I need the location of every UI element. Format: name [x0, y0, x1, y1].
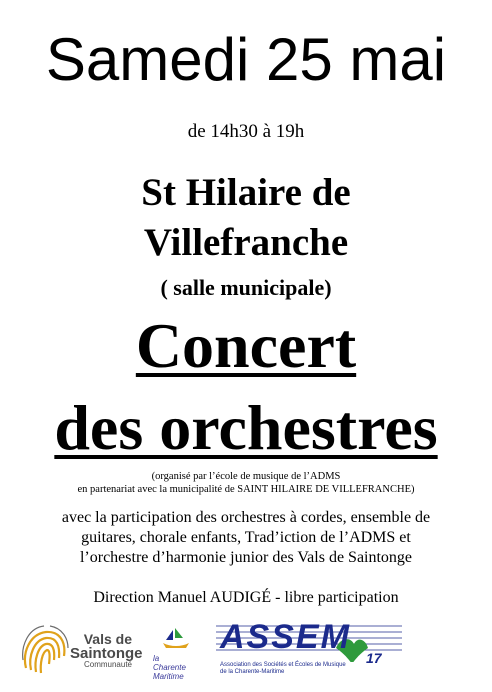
event-venue: ( salle municipale) — [160, 275, 332, 300]
concert-title-line-2: des orchestres — [54, 392, 438, 463]
vals-de-saintonge-logo — [20, 622, 150, 682]
participation-text — [0, 508, 492, 568]
event-time: de 14h30 à 19h — [187, 121, 305, 142]
concert-title-line-1: Concert — [135, 310, 357, 381]
assem-subtitle: Association des Sociétés et Écoles de Musique de la Charente-Maritime — [220, 662, 346, 675]
location-line-2: Villefranche — [143, 221, 349, 264]
participation-line-3: l’orchestre d’harmonie junior des Vals de Saintonge — [79, 549, 413, 566]
assem-number: 17 — [366, 650, 382, 666]
organizers-line-2: en partenariat avec la municipalité de SAINT HILAIRE DE VILLEFRANCHE) — [77, 484, 415, 495]
charente-maritime-logo — [153, 624, 197, 684]
event-date: Samedi 25 mai — [45, 26, 447, 93]
participation-line-1: avec la participation des orchestres à cordes, ensemble de — [61, 509, 431, 526]
organizers-note — [0, 470, 492, 496]
charente-line-3: Maritime — [153, 672, 184, 681]
charente-line-2: Charente — [153, 663, 186, 672]
event-location — [0, 168, 492, 268]
fingerprint-icon — [20, 622, 70, 678]
direction-text: Direction Manuel AUDIGÉ - libre participation — [93, 589, 399, 606]
assem-17-logo — [216, 618, 402, 690]
vals-line-2: Saintonge — [70, 645, 143, 662]
location-line-1: St Hilaire de — [141, 171, 351, 214]
charente-line-1: la — [153, 654, 160, 663]
vals-line-3: Communauté — [83, 660, 132, 669]
boat-flag-icon — [153, 624, 197, 654]
vals-line-1: Vals de — [83, 631, 132, 647]
participation-line-2: guitares, chorale enfants, Trad’iction de l’ADMS et — [81, 529, 411, 546]
assem-title: ASSEM — [220, 618, 351, 656]
sponsor-logos — [0, 618, 492, 692]
organizers-line-1: (organisé par l’école de musique de l’ADMS — [151, 471, 341, 482]
